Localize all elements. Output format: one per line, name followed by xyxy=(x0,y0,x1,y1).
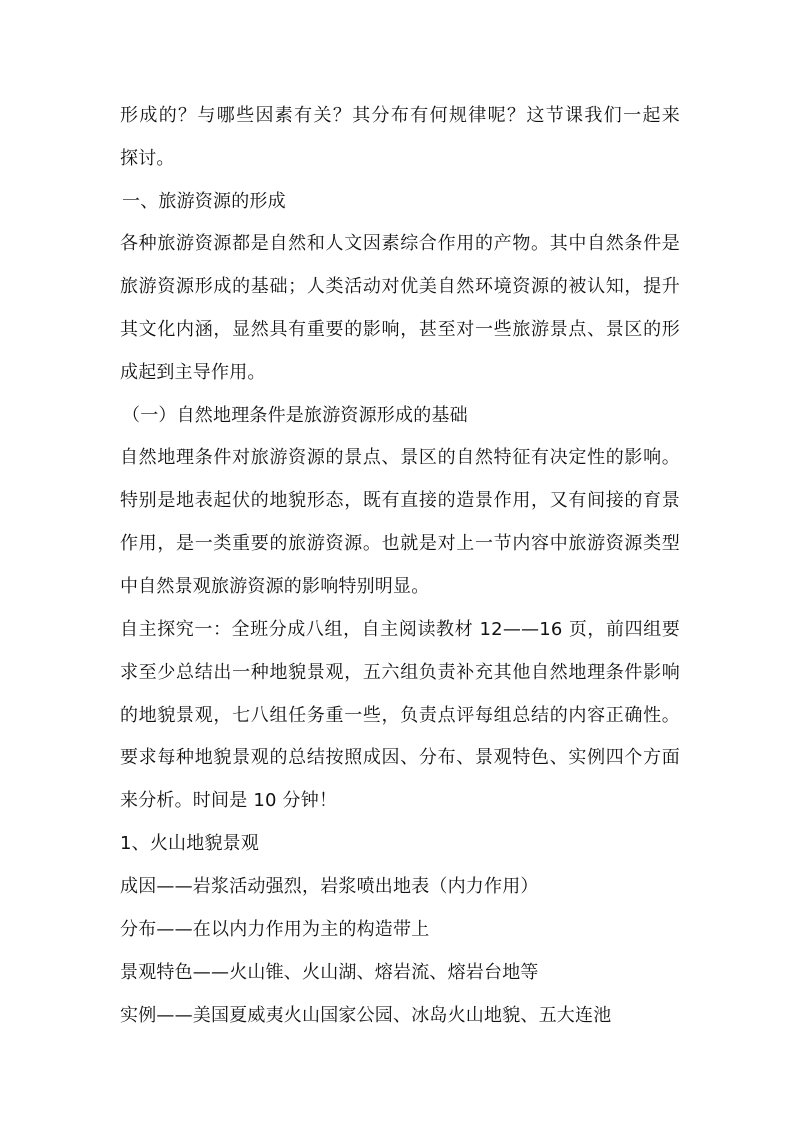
paragraph-line: 形成的？与哪些因素有关？其分布有何规律呢？这节课我们一起来 xyxy=(120,105,680,126)
paragraph-line: 自然地理条件对旅游资源的景点、景区的自然特征有决定性的影响。 xyxy=(120,447,680,468)
paragraph-line: 的地貌景观，七八组任务重一些，负责点评每组总结的内容正确性。 xyxy=(120,705,680,726)
list-item: 成因——岩浆活动强烈，岩浆喷出地表（内力作用） xyxy=(120,876,539,897)
paragraph-line: 特别是地表起伏的地貌形态，既有直接的造景作用，又有间接的育景 xyxy=(120,490,680,511)
paragraph-line: 求至少总结出一种地貌景观，五六组负责补充其他自然地理条件影响 xyxy=(120,662,680,683)
subsection-heading: 1、火山地貌景观 xyxy=(120,833,260,854)
paragraph-line: 其文化内涵，显然具有重要的影响，甚至对一些旅游景点、景区的形 xyxy=(120,319,680,340)
paragraph-line: 中自然景观旅游资源的影响特别明显。 xyxy=(120,576,430,597)
subsection-heading: （一）自然地理条件是旅游资源形成的基础 xyxy=(122,405,468,426)
paragraph-line: 探讨。 xyxy=(120,148,175,169)
paragraph-line: 作用，是一类重要的旅游资源。也就是对上一节内容中旅游资源类型 xyxy=(120,533,680,554)
paragraph-line: 成起到主导作用。 xyxy=(120,362,266,383)
paragraph-line: 各种旅游资源都是自然和人文因素综合作用的产物。其中自然条件是 xyxy=(120,233,680,254)
paragraph-line: 要求每种地貌景观的总结按照成因、分布、景观特色、实例四个方面 xyxy=(120,747,680,768)
section-heading: 一、旅游资源的形成 xyxy=(122,191,286,212)
list-item: 景观特色——火山锥、火山湖、熔岩流、熔岩台地等 xyxy=(120,962,539,983)
paragraph-line: 来分析。时间是 10 分钟！ xyxy=(120,790,338,811)
list-item: 分布——在以内力作用为主的构造带上 xyxy=(120,919,430,940)
paragraph-line: 自主探究一：全班分成八组，自主阅读教材 12——16 页，前四组要 xyxy=(120,619,680,640)
list-item: 实例——美国夏威夷火山国家公园、冰岛火山地貌、五大连池 xyxy=(120,1005,612,1026)
paragraph-line: 旅游资源形成的基础；人类活动对优美自然环境资源的被认知，提升 xyxy=(120,276,680,297)
